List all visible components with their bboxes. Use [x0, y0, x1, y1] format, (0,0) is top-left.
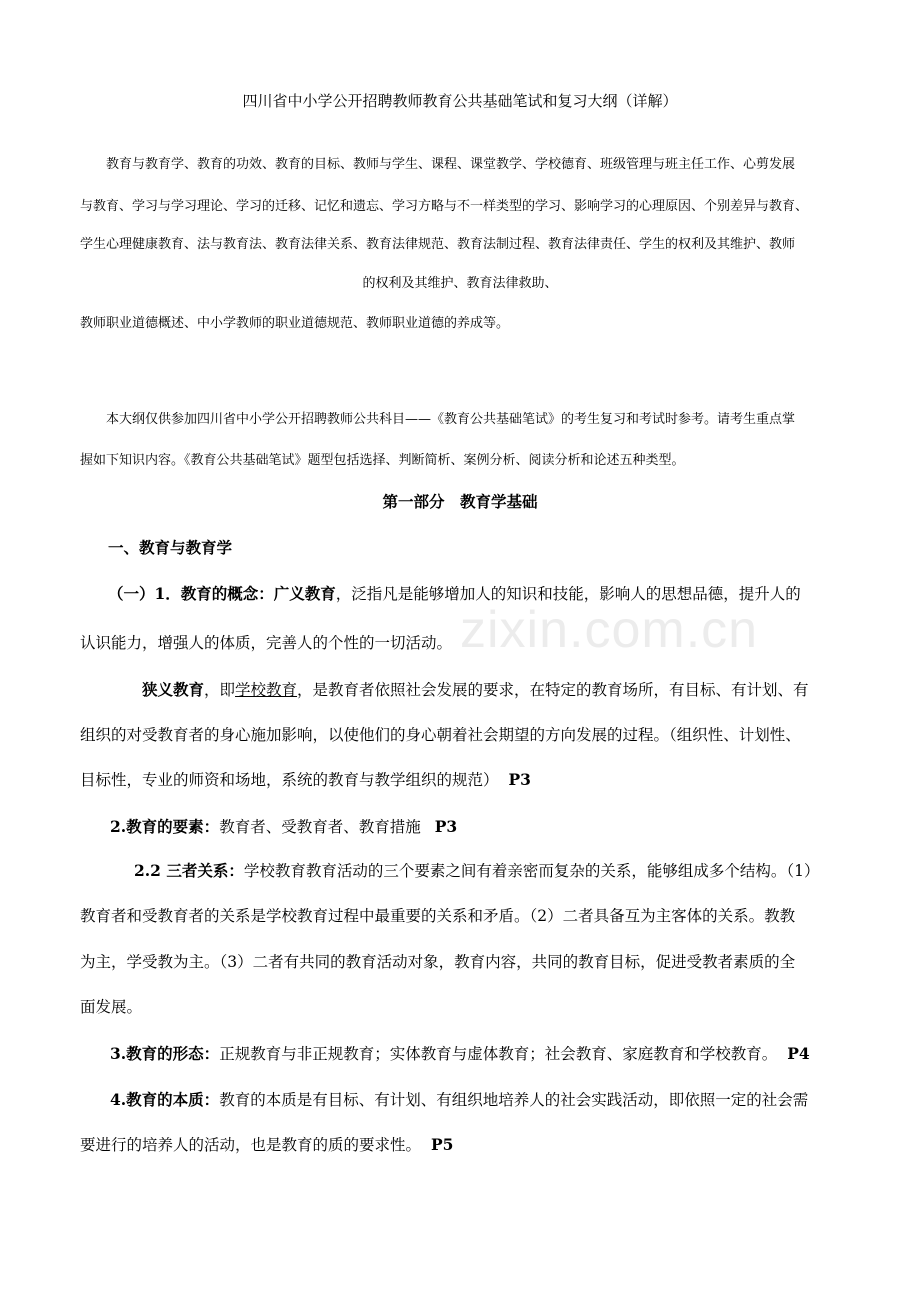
- watermark: zixin.com.cn: [460, 601, 759, 659]
- part-heading: 第一部分 教育学基础: [382, 492, 538, 511]
- school-education-link[interactable]: 学校教育: [235, 681, 298, 699]
- essence-text: 教育的本质是有目标、有计划、有组织地培养人的社会实践活动，即依照一定的社会需: [219, 1091, 809, 1109]
- document-title: 四川省中小学公开招聘教师教育公共基础笔试和复习大纲（详解）: [242, 92, 678, 110]
- relation-label: 2.2 三者关系：: [134, 861, 244, 880]
- essence-line2-text: 要进行的培养人的活动，也是教育的质的要求性。: [80, 1136, 422, 1154]
- paragraph-elements: [110, 816, 457, 838]
- intro-line-4: 的权利及其维护、教育法律救助、: [362, 276, 558, 291]
- narrow-text: ，是教育者依照社会发展的要求，在特定的教育场所，有目标、有计划、有: [297, 681, 809, 699]
- paragraph-essence-line-2: [80, 1134, 453, 1156]
- concept-label: （一）1．教育的概念：广义教育: [108, 584, 336, 603]
- paragraph-relation-line-1: [134, 860, 820, 882]
- page-ref: P3: [508, 770, 531, 789]
- relation-text: 学校教育教育活动的三个要素之间有着亲密而复杂的关系，能够组成多个结构。（1）: [243, 862, 820, 880]
- paragraph-concept-line-2: 认识能力，增强人的体质，完善人的个性的一切活动。: [80, 634, 453, 652]
- forms-label: 3.教育的形态：: [110, 1044, 220, 1063]
- intro-line-5: 教师职业道德概述、中小学教师的职业道德规范、教师职业道德的养成等。: [80, 316, 510, 331]
- elements-label: 2.教育的要素：: [110, 817, 220, 836]
- paragraph-narrow-line-1: [142, 679, 809, 701]
- paragraph-forms: [110, 1043, 810, 1065]
- paragraph-narrow-line-3: [80, 769, 531, 791]
- page-ref: P5: [431, 1135, 454, 1154]
- intro-line-2: 与教育、学习与学习理论、学习的迁移、记忆和遗忘、学习方略与不一样类型的学习、影响学习的心理原因、个别差异与教育、: [80, 199, 809, 214]
- intro-line-1: 教育与教育学、教育的功效、教育的目标、教师与学生、课程、课堂教学、学校德育、班级管理与班主任工作、心剪发展: [106, 157, 796, 172]
- intro-line-3: 学生心理健康教育、法与教育法、教育法律关系、教育法律规范、教育法制过程、教育法律责任、学生的权利及其维护、教师: [80, 237, 796, 252]
- note-line-2: 握如下知识内容。《教育公共基础笔试》题型包括选择、判断简析、案例分析、阅读分析和论述五种类型。: [80, 453, 685, 468]
- section-heading: 一、教育与教育学: [108, 538, 233, 557]
- concept-text: ，泛指凡是能够增加人的知识和技能，影响人的思想品德，提升人的: [335, 585, 801, 603]
- paragraph-relation-line-2: 教育者和受教育者的关系是学校教育过程中最重要的关系和矛盾。（2）二者具备互为主客体的关系。教教: [80, 907, 796, 925]
- paragraph-relation-line-3: 为主，学受教为主。（3）二者有共同的教育活动对象，教育内容，共同的教育目标，促进受教者素质的全: [80, 953, 796, 971]
- essence-label: 4.教育的本质：: [110, 1090, 220, 1109]
- narrow-line3-text: 目标性，专业的师资和场地，系统的教育与教学组织的规范）: [80, 771, 499, 789]
- elements-text: 教育者、受教育者、教育措施: [219, 818, 421, 836]
- paragraph-narrow-line-2: 组织的对受教育者的身心施加影响，以使他们的身心朝着社会期望的方向发展的过程。（组织性、计划性、: [80, 726, 801, 744]
- forms-text: 正规教育与非正规教育；实体教育与虚体教育；社会教育、家庭教育和学校教育。: [219, 1045, 778, 1063]
- paragraph-relation-line-4: 面发展。: [80, 998, 143, 1016]
- narrow-mid: ，即: [204, 681, 236, 699]
- page-ref: P4: [787, 1044, 810, 1063]
- page-ref: P3: [434, 817, 458, 836]
- note-line-1: 本大纲仅供参加四川省中小学公开招聘教师公共科目——《教育公共基础笔试》的考生复习和考试时参考。请考生重点掌: [106, 412, 796, 427]
- paragraph-concept-line-1: [108, 583, 801, 605]
- paragraph-essence-line-1: [110, 1089, 808, 1111]
- narrow-label: 狭义教育: [142, 680, 205, 699]
